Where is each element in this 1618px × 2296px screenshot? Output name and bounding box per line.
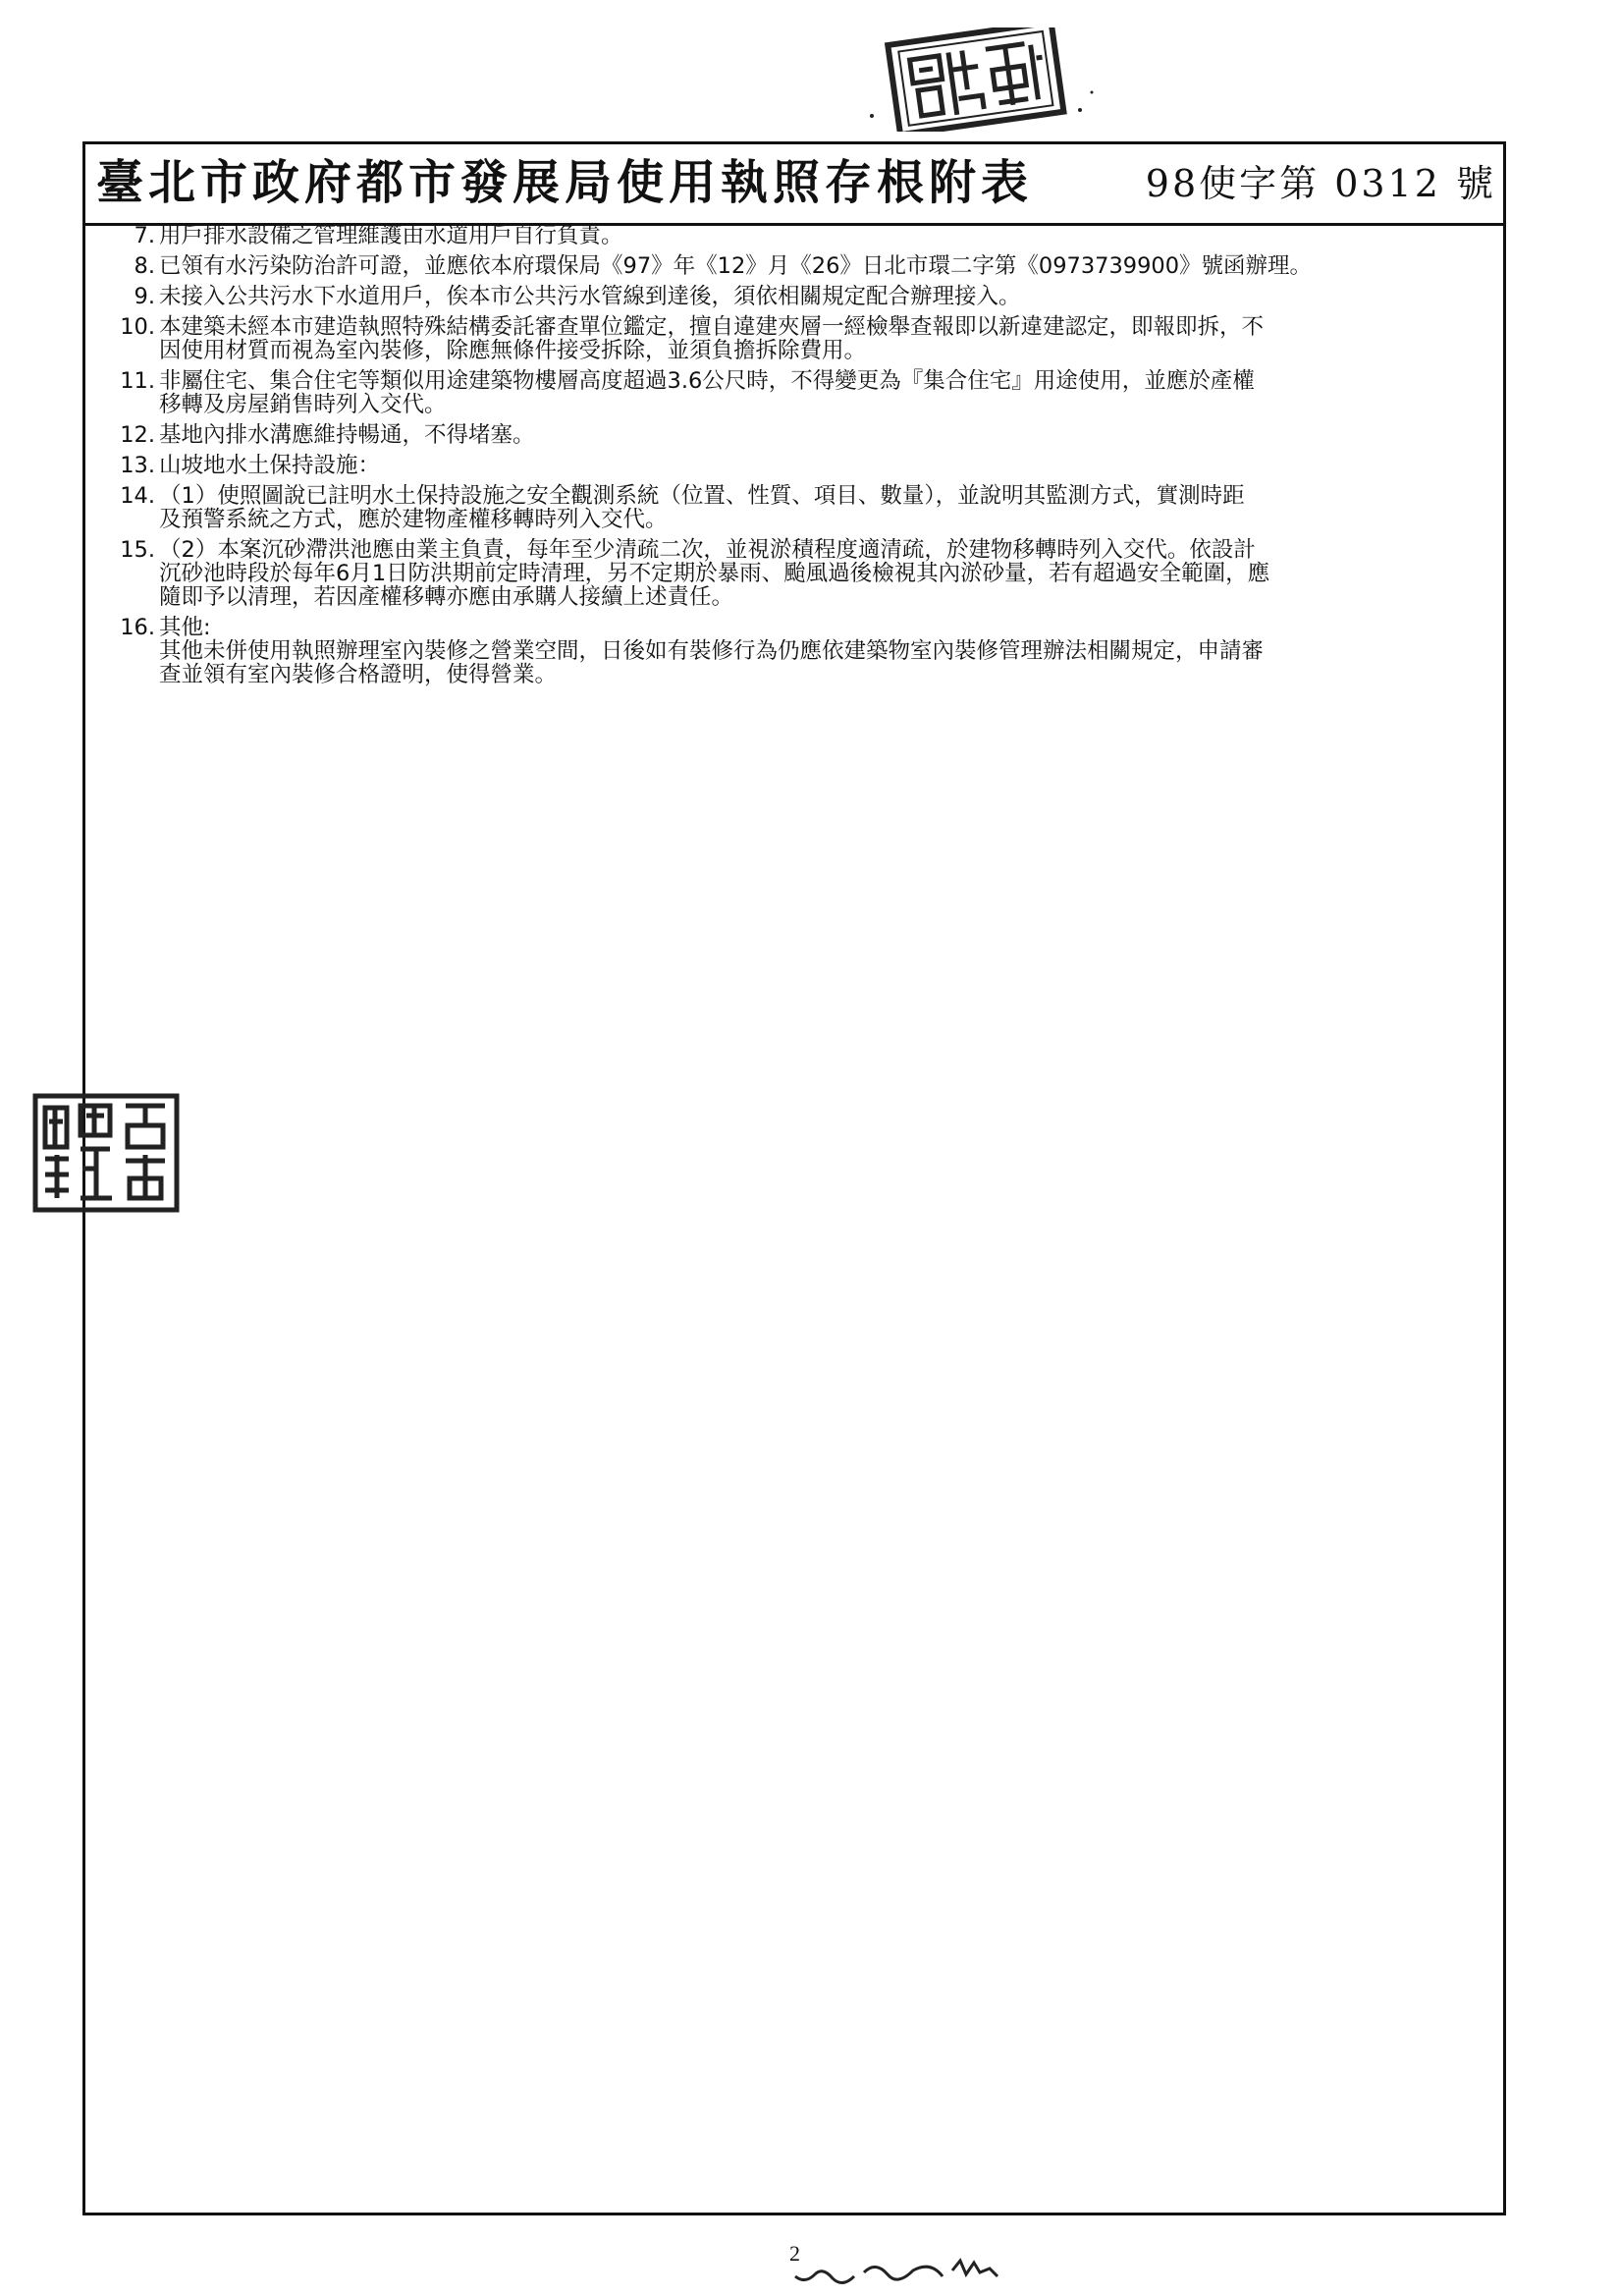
permit-number: 98使字第 0312 號	[1145, 162, 1496, 205]
item-text: 及預警系統之方式，應於建物產權移轉時列入交代。	[159, 507, 668, 532]
item-number: 15.	[120, 537, 155, 563]
item-text: 沉砂池時段於每年6月1日防洪期前定時清理，另不定期於暴雨、颱風過後檢視其內淤砂量，若有超過安全範圍，應	[159, 561, 1270, 586]
list-item	[116, 484, 1520, 531]
item-number: 11.	[120, 368, 155, 394]
list-item	[116, 285, 1520, 308]
item-number: 8.	[134, 253, 155, 279]
document-title: 臺北市政府都市發展局使用執照存根附表	[96, 155, 1034, 210]
item-text: （2）本案沉砂滯洪池應由業主負責，每年至少清疏二次，並視淤積程度適清疏，於建物移轉時列入交代。依設計	[159, 537, 1256, 563]
item-text: 未接入公共污水下水道用戶，俟本市公共污水管線到達後，須依相關規定配合辦理接入。	[159, 284, 1021, 309]
list-item	[116, 454, 1520, 477]
item-number: 7.	[134, 223, 155, 248]
item-text: 用戶排水設備之管理維護由水道用戶自行負責。	[159, 223, 623, 248]
item-text: 其他:	[159, 615, 211, 640]
item-number: 14.	[120, 483, 155, 509]
item-text: 本建築未經本市建造執照特殊結構委託審查單位鑑定，擅自違建夾層一經檢舉查報即以新違建認定，即報即拆，不	[159, 314, 1265, 340]
document-header	[82, 141, 1506, 226]
list-item	[116, 616, 1520, 686]
item-number: 12.	[120, 422, 155, 448]
handwritten-mark	[785, 2247, 1031, 2290]
item-text: 已領有水污染防治許可證，並應依本府環保局《97》年《12》月《26》日北市環二字第《0973739900》號函辦理。	[159, 253, 1313, 279]
item-number: 9.	[134, 284, 155, 309]
list-item	[116, 315, 1520, 362]
page-number: 2	[789, 2241, 800, 2266]
item-text: （1）使照圖說已註明水土保持設施之安全觀測系統（位置、性質、項目、數量），並說明其監測方式，實測時距	[159, 483, 1245, 509]
item-text: 隨即予以清理，若因產權移轉亦應由承購人接續上述責任。	[159, 584, 734, 610]
item-text: 山坡地水土保持設施：	[159, 453, 381, 478]
list-item	[116, 254, 1520, 278]
list-item	[116, 423, 1520, 447]
item-number: 13.	[120, 453, 155, 478]
item-text: 查並領有室內裝修合格證明，使得營業。	[159, 662, 558, 687]
list-item	[116, 538, 1520, 609]
list-item	[116, 224, 1520, 247]
item-number: 10.	[120, 314, 155, 340]
item-text: 因使用材質而視為室內裝修，除應無條件接受拆除，並須負擔拆除費用。	[159, 338, 867, 363]
item-text: 基地內排水溝應維持暢通，不得堵塞。	[159, 422, 535, 448]
official-seal-top	[852, 27, 1098, 132]
item-text: 非屬住宅、集合住宅等類似用途建築物樓層高度超過3.6公尺時，不得變更為『集合住宅』用途使用，並應於產權	[159, 368, 1255, 394]
official-seal-left	[31, 1092, 181, 1214]
item-number: 16.	[120, 615, 155, 640]
item-text: 移轉及房屋銷售時列入交代。	[159, 392, 447, 417]
list-item	[116, 369, 1520, 416]
conditions-list	[116, 224, 1520, 693]
item-text: 其他未併使用執照辦理室內裝修之營業空間，日後如有裝修行為仍應依建築物室內裝修管理辦法相關規定，申請審	[159, 638, 1265, 664]
